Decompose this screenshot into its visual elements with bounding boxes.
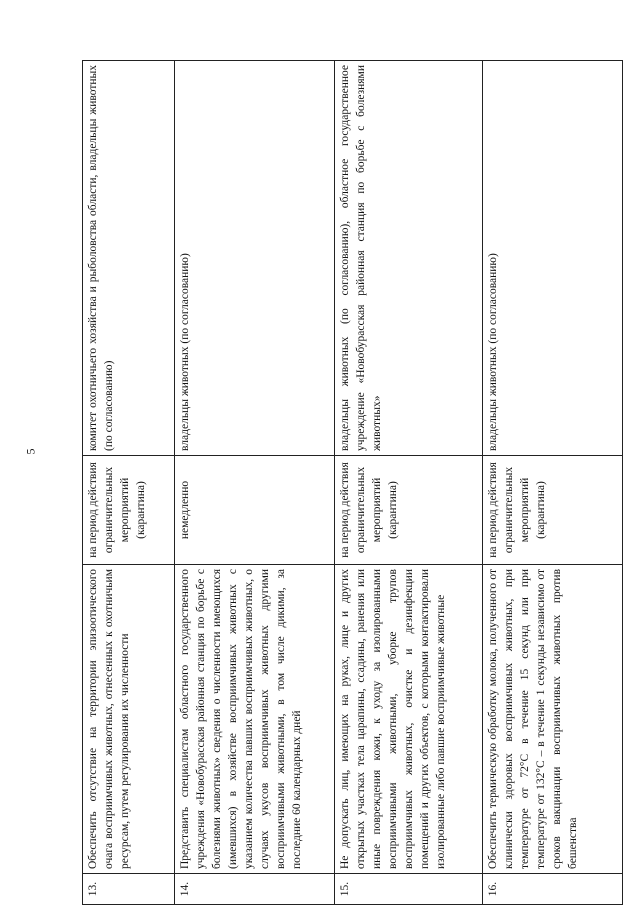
term-cell: на период действия ограничительных мероприятий (карантина) (83, 456, 175, 565)
table-row (335, 61, 483, 905)
responsible-cell: комитет охотничьего хозяйства и рыболовства области, владельцы животных (по согласованию) (83, 61, 175, 456)
table-row (483, 61, 623, 905)
term-cell: на период действия ограничительных мероприятий (карантина) (335, 456, 483, 565)
row-number: 15. (335, 874, 483, 905)
term-cell: на период действия ограничительных мероприятий (карантина) (483, 456, 623, 565)
responsible-cell: владельцы животных (по согласованию) (483, 61, 623, 456)
row-number: 16. (483, 874, 623, 905)
action-cell: Не допускать лиц, имеющих на руках, лице и других открытых участках тела царапины, ссадины, ранения или иные повреждения кожи, к уходу за изолированными восприимчивыми животными, уборке трупов восприимчивых животных, очистке и дезинфекции помещений и других объектов, с которыми контактировали изолированные либо павшие восприимчивые животные (335, 565, 483, 874)
page-number: 5 (23, 448, 38, 455)
row-number: 13. (83, 874, 175, 905)
action-cell: Обеспечить отсутствие на территории эпизоотического очага восприимчивых животных, отнесенных к охотничьим ресурсам, путем регулирования их численности (83, 565, 175, 874)
table-row (83, 61, 175, 905)
rotated-table-container (82, 60, 622, 905)
responsible-cell: владельцы животных (по согласованию) (175, 61, 335, 456)
table-row (175, 61, 335, 905)
measures-table (82, 60, 622, 905)
action-cell: Обеспечить термическую обработку молока, полученного от клинически здоровых восприимчивых животных, при температуре от 72°С в течение 15 секунд или при температуре от 132°С – в течение 1 секунды независимо от сроков вакцинации восприимчивых животных против бешенства (483, 565, 623, 874)
term-cell: немедленно (175, 456, 335, 565)
row-number: 14. (175, 874, 335, 905)
responsible-cell: владельцы животных (по согласованию), областное государственное учреждение «Новобурасская районная станция по борьбе с болезнями животных» (335, 61, 483, 456)
action-cell: Представить специалистам областного государственного учреждения «Новобурасская районная станция по борьбе с болезнями животных» сведения о численности имеющихся (имевшихся) в хозяйстве восприимчивых животных с указанием количества павших восприимчивых животных, о случаях укусов восприимчивых животных другими восприимчивыми животными, в том числе дикими, за последние 60 календарных дней (175, 565, 335, 874)
